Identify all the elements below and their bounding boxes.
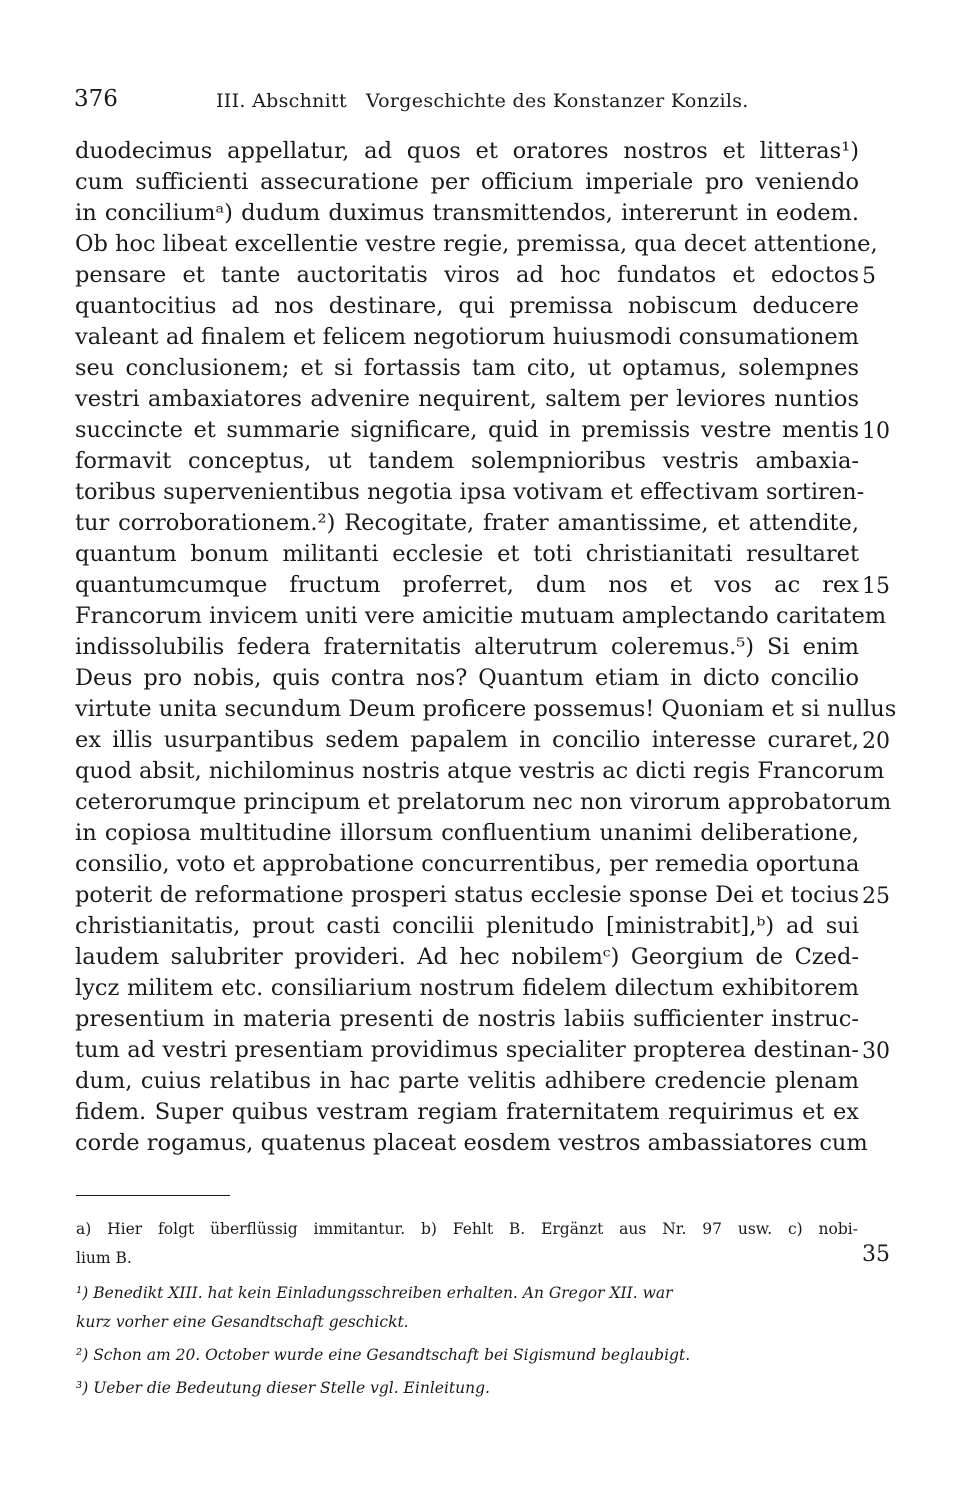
footnotes-block bbox=[76, 1215, 858, 1403]
text-line: quantumcumque fructum proferret, dum nos et vos ac rex bbox=[75, 572, 859, 598]
text-line: valeant ad finalem et felicem negotiorum huiusmodi consumationem bbox=[75, 324, 859, 350]
line-number: 35 bbox=[862, 1242, 890, 1267]
line-number: 15 bbox=[862, 574, 890, 599]
page-number: 376 bbox=[74, 86, 118, 112]
text-line: tum ad vestri presentiam providimus specialiter propterea destinan- bbox=[75, 1037, 859, 1063]
text-line: corde rogamus, quatenus placeat eosdem vestros ambassiatores cum bbox=[75, 1130, 868, 1156]
text-line: ex illis usurpantibus sedem papalem in concilio interesse curaret, bbox=[75, 727, 859, 753]
line-number: 10 bbox=[862, 419, 890, 444]
text-line: quantocitius ad nos destinare, qui premissa nobiscum deducere bbox=[75, 293, 859, 319]
text-line: in copiosa multitudine illorsum confluentium unanimi deliberatione, bbox=[75, 820, 859, 846]
text-line: ceterorumque principum et prelatorum nec non virorum approbatorum bbox=[75, 789, 892, 815]
footnote: ²) Schon am 20. October wurde eine Gesandtschaft bei Sigismund beglaubigt. bbox=[76, 1346, 691, 1364]
apparatus-line: lium B. bbox=[76, 1249, 132, 1267]
text-line: toribus supervenientibus negotia ipsa votivam et effectivam sortiren- bbox=[75, 479, 865, 505]
text-line: indissolubilis federa fraternitatis alterutrum coleremus.⁵) Si enim bbox=[75, 634, 859, 660]
text-line: presentium in materia presenti de nostris labiis sufficienter instruc- bbox=[75, 1006, 859, 1032]
page-header bbox=[74, 86, 874, 120]
running-title: III. Abschnitt Vorgeschichte des Konstanzer Konzils. bbox=[216, 90, 749, 112]
text-line: poterit de reformatione prosperi status ecclesie sponse Dei et tocius bbox=[75, 882, 859, 908]
text-line: quod absit, nichilominus nostris atque vestris ac dicti regis Francorum bbox=[75, 758, 885, 784]
text-line: virtute unita secundum Deum proficere possemus! Quoniam et si nullus bbox=[75, 696, 897, 722]
text-line: vestri ambaxiatores advenire nequirent, saltem per leviores nuntios bbox=[75, 386, 859, 412]
text-line: consilio, voto et approbatione concurrentibus, per remedia oportuna bbox=[75, 851, 860, 877]
text-line: Francorum invicem uniti vere amicitie mutuam amplectando caritatem bbox=[75, 603, 887, 629]
line-number: 5 bbox=[862, 264, 876, 289]
text-line: quantum bonum militanti ecclesie et toti christianitati resultaret bbox=[75, 541, 859, 567]
text-line: pensare et tante auctoritatis viros ad hoc fundatos et edoctos bbox=[75, 262, 859, 288]
text-line: lycz militem etc. consiliarium nostrum fidelem dilectum exhibitorem bbox=[75, 975, 859, 1001]
text-line: tur corroborationem.²) Recogitate, frater amantissime, et attendite, bbox=[75, 510, 859, 536]
text-line: dum, cuius relatibus in hac parte velitis adhibere credencie plenam bbox=[75, 1068, 859, 1094]
text-line: cum sufficienti assecuratione per officium imperiale pro veniendo bbox=[75, 169, 859, 195]
footnote: kurz vorher eine Gesandtschaft geschickt. bbox=[76, 1313, 409, 1331]
line-number: 25 bbox=[862, 884, 890, 909]
line-number: 20 bbox=[862, 729, 890, 754]
footnote: ¹) Benedikt XIII. hat kein Einladungsschreiben erhalten. An Gregor XII. war bbox=[76, 1284, 673, 1302]
text-line: duodecimus appellatur, ad quos et oratores nostros et litteras¹) bbox=[75, 138, 859, 164]
text-line: seu conclusionem; et si fortassis tam cito, ut optamus, solempnes bbox=[75, 355, 859, 381]
text-line: laudem salubriter provideri. Ad hec nobilemᶜ) Georgium de Czed- bbox=[75, 944, 859, 970]
text-line: formavit conceptus, ut tandem solempnioribus vestris ambaxia- bbox=[75, 448, 859, 474]
text-line: christianitatis, prout casti concilii plenitudo [ministrabit],ᵇ) ad sui bbox=[75, 913, 859, 939]
text-line: in conciliumᵃ) dudum duximus transmittendos, intererunt in eodem. bbox=[75, 200, 859, 226]
text-line: fidem. Super quibus vestram regiam fraternitatem requirimus et ex bbox=[75, 1099, 859, 1125]
line-number: 30 bbox=[862, 1039, 890, 1064]
footnote: ³) Ueber die Bedeutung dieser Stelle vgl. Einleitung. bbox=[76, 1379, 490, 1397]
text-line: Ob hoc libeat excellentie vestre regie, premissa, qua decet attentione, bbox=[75, 231, 878, 257]
footnote-rule bbox=[76, 1195, 230, 1196]
text-line: Deus pro nobis, quis contra nos? Quantum etiam in dicto concilio bbox=[75, 665, 859, 691]
apparatus-line: a) Hier folgt überflüssig immitantur. b) Fehlt B. Ergänzt aus Nr. 97 usw. c) nobi- bbox=[76, 1220, 858, 1238]
text-line: succincte et summarie significare, quid in premissis vestre mentis bbox=[75, 417, 859, 443]
